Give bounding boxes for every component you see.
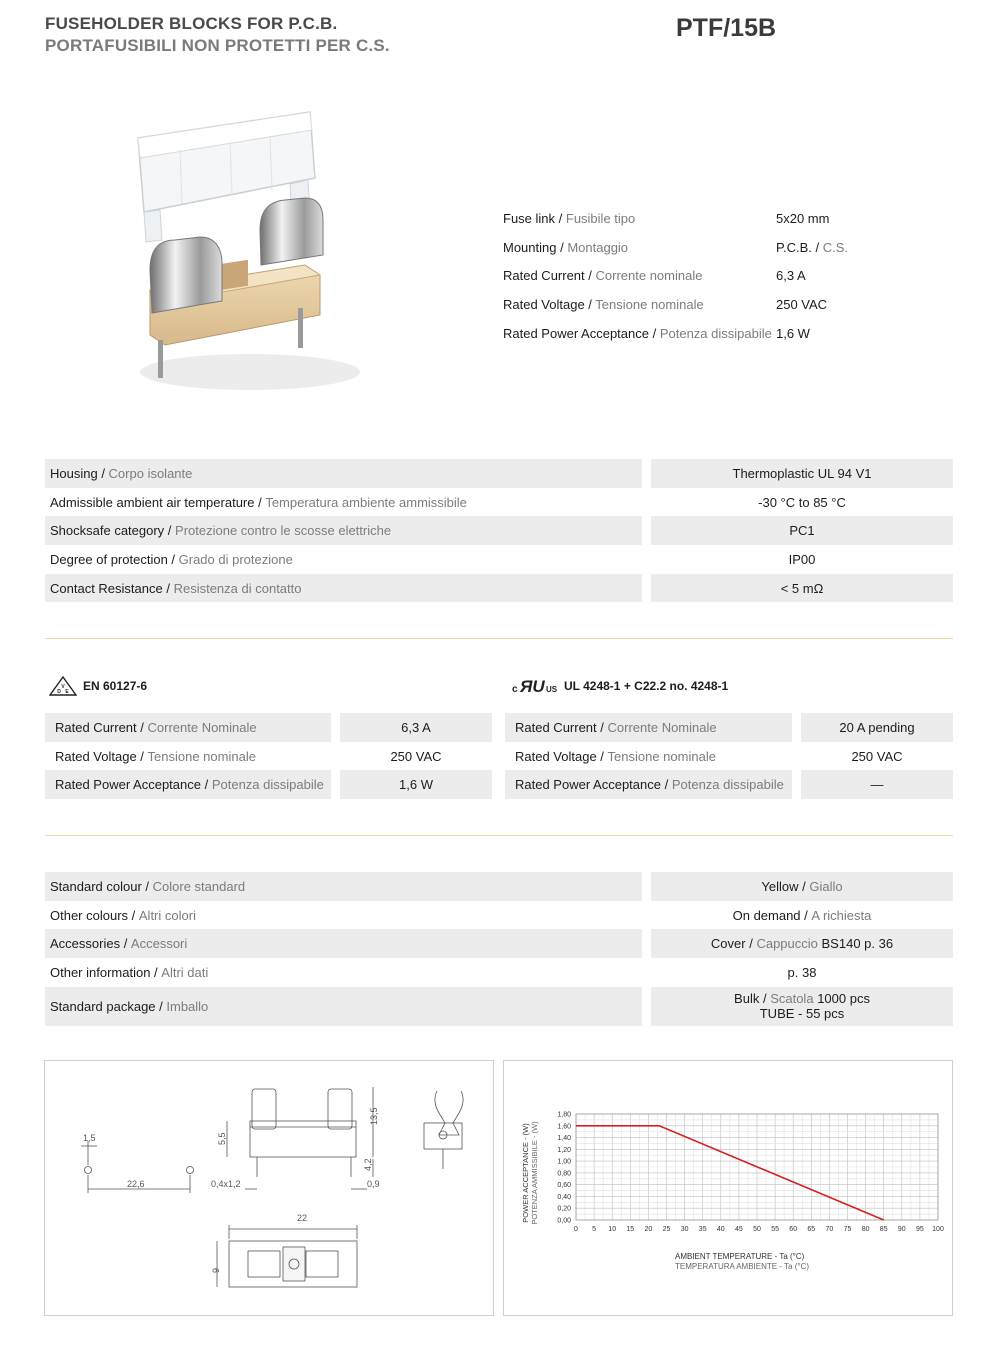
spec-label-it: Potenza dissipabile — [659, 325, 772, 341]
row-label-it: Tensione nominale — [607, 748, 716, 764]
row-value: -30 °C to 85 °C — [758, 494, 846, 510]
row-label: Rated Voltage — [515, 748, 597, 764]
row-value: — — [801, 770, 953, 799]
row-label: Rated Voltage — [55, 748, 137, 764]
spec-row: Fuse link / Fusibile tipo 5x20 mm — [503, 205, 953, 234]
dimension-drawing — [45, 1061, 493, 1315]
x-tick-label: 20 — [644, 1226, 653, 1233]
ul-standard: UL 4248-1 + C22.2 no. 4248-1 — [564, 679, 729, 693]
y-tick-label: 0,80 — [557, 1170, 571, 1178]
y-axis-ticks — [557, 1112, 571, 1225]
row-value: Bulk — [734, 991, 760, 1007]
x-axis-label-it: TEMPERATURA AMBIENTE - Ta (°C) — [675, 1262, 810, 1271]
row-label: Shocksafe category — [50, 523, 165, 539]
table-row: Rated Voltage / Tensione nominale 250 VAC — [505, 742, 953, 771]
dim-label: 0,4x1,2 — [211, 1179, 241, 1189]
row-label: Rated Power Acceptance — [515, 777, 661, 793]
x-tick-label: 90 — [897, 1226, 906, 1233]
row-label: Rated Current — [55, 719, 137, 735]
x-axis-ticks — [574, 1226, 944, 1233]
spec-row: Rated Voltage / Tensione nominale 250 VAC — [503, 291, 953, 320]
table-row: Degree of protection / Grado di protezione IP00 — [45, 545, 953, 574]
vde-table — [45, 713, 492, 799]
spec-value-it: C.S. — [822, 239, 849, 255]
row-value: Yellow — [761, 878, 799, 894]
row-label: Other information — [50, 964, 151, 980]
y-tick-label: 1,60 — [557, 1123, 571, 1131]
spec-row: Mounting / Montaggio P.C.B. / C.S. — [503, 239, 849, 255]
row-value: p. 38 — [787, 964, 817, 980]
row-value-it: Scatola — [770, 991, 814, 1007]
row-label: Standard colour — [50, 878, 142, 894]
properties-table — [45, 459, 953, 602]
spec-label-it: Montaggio — [567, 239, 629, 255]
row-value: Thermoplastic UL 94 V1 — [651, 459, 953, 488]
row-label: Housing — [50, 465, 98, 481]
spec-value: 1,6 W — [776, 325, 810, 341]
row-label-it: Corrente Nominale — [147, 719, 257, 735]
row-label-it: Grado di protezione — [178, 551, 293, 567]
row-label-it: Resistenza di contatto — [173, 580, 302, 596]
y-axis-label-it: POTENZA AMMISSIBILE - (W) — [530, 1121, 539, 1225]
svg-text:V: V — [61, 684, 65, 690]
row-label-it: Altri dati — [161, 964, 209, 980]
table-row: Other information / Altri dati p. 38 — [45, 958, 953, 987]
svg-text:ЯU: ЯU — [520, 677, 545, 696]
spec-value: P.C.B. — [776, 239, 812, 255]
ul-cert-header — [512, 676, 728, 696]
x-tick-label: 5 — [592, 1226, 597, 1233]
spec-table — [503, 205, 953, 348]
row-value: 250 VAC — [851, 748, 903, 764]
packaging-table — [45, 872, 953, 1026]
vde-mark-icon — [49, 676, 77, 696]
x-tick-label: 10 — [608, 1226, 617, 1233]
table-row: Accessories / Accessori Cover / Cappuccio BS140 p. 36 — [45, 929, 953, 958]
row-value: 1,6 W — [340, 770, 492, 799]
y-tick-label: 1,20 — [557, 1146, 571, 1154]
dim-label: 0,9 — [367, 1179, 380, 1189]
row-label-it: Corpo isolante — [108, 465, 193, 481]
row-value: < 5 mΩ — [651, 574, 953, 603]
spec-value: 5x20 mm — [776, 211, 830, 226]
x-tick-label: 35 — [698, 1226, 707, 1233]
dim-label: 13,5 — [369, 1107, 379, 1125]
spec-label: Rated Voltage — [503, 297, 585, 313]
row-label-it: Potenza dissipabile — [211, 777, 324, 793]
svg-text:E: E — [65, 689, 69, 695]
row-value-it: A richiesta — [811, 907, 872, 923]
page-subtitle: PORTAFUSIBILI NON PROTETTI PER C.S. — [45, 36, 390, 55]
row-label-it: Potenza dissipabile — [671, 777, 784, 793]
x-axis-label: AMBIENT TEMPERATURE - Ta (°C) — [675, 1252, 805, 1261]
x-tick-label: 95 — [916, 1226, 924, 1233]
vde-standard: EN 60127-6 — [83, 679, 148, 693]
spec-label: Rated Current — [503, 268, 585, 284]
x-tick-label: 70 — [825, 1226, 834, 1233]
y-axis-label: POWER ACCEPTANCE - (W) — [521, 1123, 530, 1223]
divider — [45, 835, 953, 836]
table-row: Rated Power Acceptance / Potenza dissipabile 1,6 W — [45, 770, 492, 799]
cul-us-mark-icon — [512, 676, 558, 696]
row-label: Standard package — [50, 998, 156, 1014]
x-tick-label: 0 — [574, 1226, 578, 1233]
table-row: Admissible ambient air temperature / Temperatura ambiente ammissibile -30 °C to 85 °C — [45, 488, 953, 517]
row-value: Cover — [710, 936, 746, 952]
table-row: Standard package / Imballo Bulk / Scatola 1000 pcs TUBE - 55 pcs — [45, 987, 953, 1026]
table-row: Contact Resistance / Resistenza di contatto < 5 mΩ — [45, 574, 953, 603]
derating-chart-box — [503, 1060, 953, 1316]
spec-label: Mounting — [503, 239, 557, 255]
x-tick-label: 55 — [771, 1226, 779, 1233]
row-value-tail: 1000 pcs — [817, 991, 870, 1007]
row-value: PC1 — [651, 516, 953, 545]
y-tick-label: 1,40 — [557, 1135, 571, 1143]
y-tick-label: 0,40 — [557, 1193, 571, 1201]
x-tick-label: 30 — [680, 1226, 689, 1233]
dim-label: 9 — [211, 1267, 221, 1273]
y-tick-label: 1,00 — [557, 1158, 571, 1166]
table-row: Shocksafe category / Protezione contro le scosse elettriche PC1 — [45, 516, 953, 545]
svg-text:US: US — [546, 685, 558, 694]
dim-label: 4,2 — [363, 1158, 373, 1171]
spec-label-it: Tensione nominale — [595, 297, 704, 313]
row-label-it: Accessori — [130, 936, 188, 952]
row-value: 6,3 A — [340, 713, 492, 742]
dim-label: 22 — [297, 1213, 308, 1223]
spec-label: Rated Power Acceptance — [503, 325, 649, 341]
row-value: 20 A pending — [801, 713, 953, 742]
spec-row: Rated Power Acceptance / Potenza dissipabile 1,6 W — [503, 320, 953, 349]
x-tick-label: 60 — [789, 1226, 798, 1233]
row-value: IP00 — [788, 551, 816, 567]
table-row: Rated Voltage / Tensione nominale 250 VAC — [45, 742, 492, 771]
row-value: On demand — [732, 907, 801, 923]
svg-text:c: c — [512, 684, 518, 695]
product-photo — [120, 100, 360, 400]
table-row: Other colours / Altri colori On demand / A richiesta — [50, 907, 872, 923]
row-value-2: TUBE - 55 pcs — [759, 1006, 845, 1022]
table-row: Standard colour / Colore standard Yellow / Giallo — [45, 872, 953, 901]
row-value-it: Giallo — [809, 878, 843, 894]
row-label-it: Colore standard — [152, 878, 246, 894]
divider — [45, 638, 953, 639]
dim-label: 22,6 — [127, 1179, 145, 1189]
x-tick-label: 85 — [879, 1226, 888, 1233]
spec-row: Rated Current / Corrente nominale 6,3 A — [503, 262, 953, 291]
row-label: Admissible ambient air temperature — [50, 494, 255, 510]
row-label: Contact Resistance — [50, 580, 163, 596]
spec-value: 6,3 A — [776, 268, 806, 284]
table-row: Rated Power Acceptance / Potenza dissipabile — — [505, 770, 953, 799]
ul-table — [505, 713, 953, 799]
dim-label: 1,5 — [83, 1133, 96, 1143]
y-tick-label: 1,80 — [557, 1111, 571, 1119]
product-code: PTF/15B — [676, 14, 777, 42]
page-title: FUSEHOLDER BLOCKS FOR P.C.B. — [45, 14, 338, 33]
spec-label-it: Fusibile tipo — [565, 211, 636, 226]
x-tick-label: 25 — [662, 1226, 671, 1233]
spec-label: Fuse link — [503, 211, 556, 226]
row-label-it: Imballo — [166, 998, 209, 1014]
x-tick-label: 50 — [753, 1226, 761, 1233]
x-tick-label: 80 — [861, 1226, 870, 1233]
dimension-drawing-box — [44, 1060, 494, 1316]
x-tick-label: 40 — [716, 1226, 725, 1233]
row-label: Rated Power Acceptance — [55, 777, 201, 793]
row-label-it: Altri colori — [138, 907, 196, 923]
x-tick-label: 15 — [626, 1226, 635, 1233]
spec-label-it: Corrente nominale — [595, 268, 703, 284]
row-value-it: Cappuccio — [756, 936, 818, 952]
table-row: Rated Current / Corrente Nominale 6,3 A — [45, 713, 492, 742]
row-value: 250 VAC — [390, 748, 442, 764]
y-tick-label: 0,60 — [557, 1182, 571, 1190]
y-tick-label: 0,20 — [557, 1205, 571, 1213]
row-value-tail: BS140 p. 36 — [821, 936, 894, 952]
vde-cert-header — [49, 676, 147, 696]
row-label-it: Tensione nominale — [147, 748, 256, 764]
x-tick-label: 45 — [735, 1226, 743, 1233]
table-row: Rated Current / Corrente Nominale 20 A pending — [505, 713, 953, 742]
row-label-it: Temperatura ambiente ammissibile — [265, 494, 467, 510]
row-label: Rated Current — [515, 719, 597, 735]
dim-label: 5,5 — [217, 1132, 227, 1145]
row-label: Other colours — [50, 907, 129, 923]
derating-chart — [504, 1061, 952, 1315]
svg-text:D: D — [57, 689, 61, 695]
table-row: Housing / Corpo isolante Thermoplastic UL 94 V1 — [45, 459, 953, 488]
row-label: Degree of protection — [50, 551, 168, 567]
row-label-it: Protezione contro le scosse elettriche — [175, 523, 392, 539]
x-tick-label: 75 — [843, 1226, 852, 1233]
x-tick-label: 100 — [932, 1226, 944, 1233]
spec-value: 250 VAC — [776, 297, 828, 313]
row-label: Accessories — [50, 936, 121, 952]
x-tick-label: 65 — [807, 1226, 816, 1233]
y-tick-label: 0,00 — [557, 1217, 571, 1225]
row-label-it: Corrente Nominale — [607, 719, 717, 735]
